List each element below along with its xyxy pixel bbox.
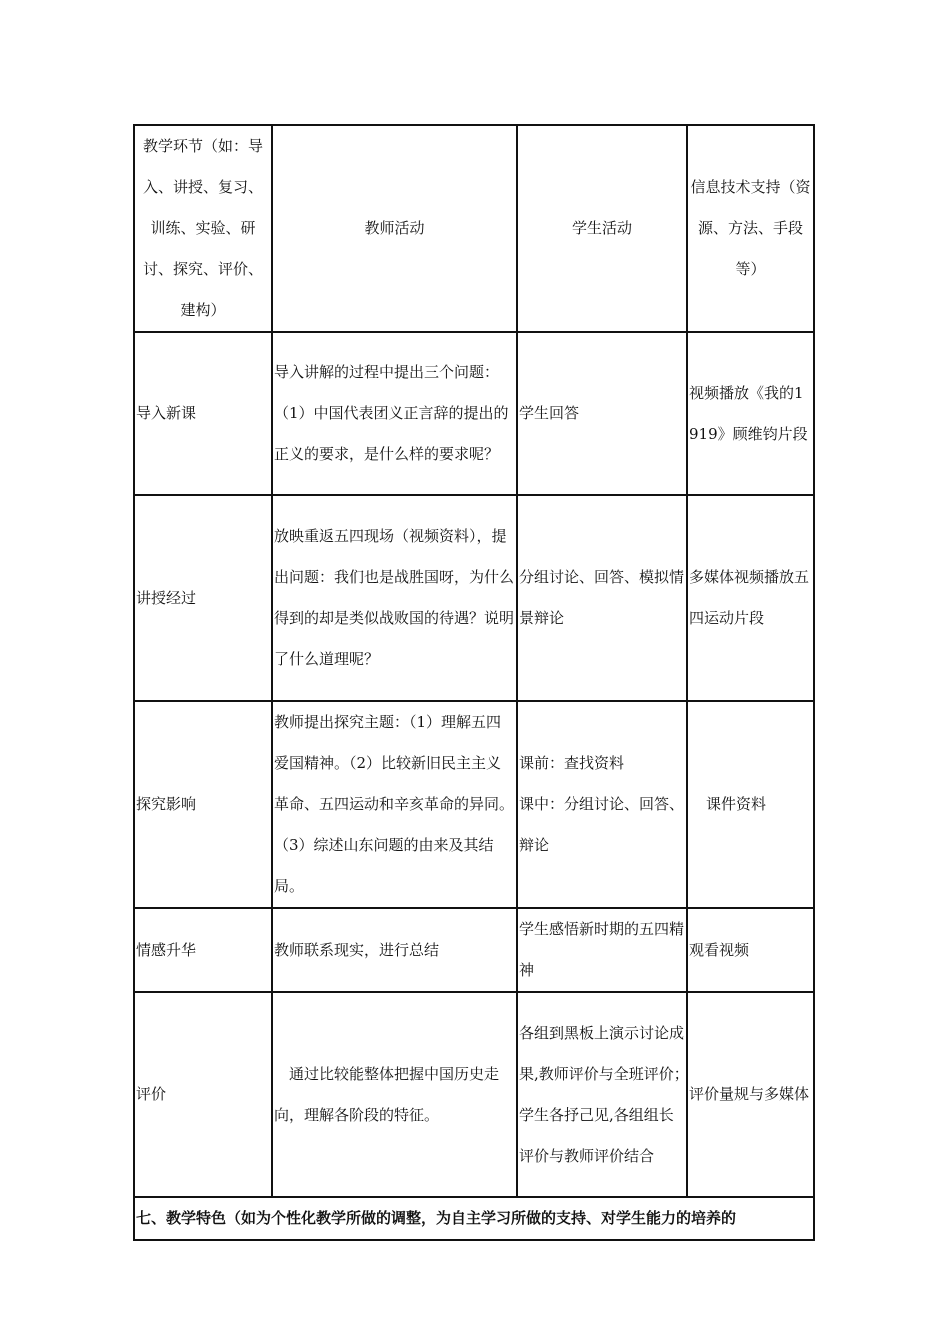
table-row (134, 495, 814, 701)
header-stage: 教学环节（如：导入、讲授、复习、训练、实验、研讨、探究、评价、建构） (134, 125, 272, 332)
teacher-activity-cell: 教师提出探究主题：（1）理解五四爱国精神。（2）比较新旧民主主义革命、五四运动和辛亥革命的异同。（3）综述山东问题的由来及其结局。 (272, 701, 517, 908)
table-row (134, 908, 814, 992)
student-activity-cell: 各组到黑板上演示讨论成果,教师评价与全班评价； 学生各抒己见,各组组长评价与教师评价结合 (517, 992, 687, 1197)
header-teacher-activity: 教师活动 (272, 125, 517, 332)
student-activity-cell: 学生回答 (517, 332, 687, 495)
section-heading: 七、教学特色（如为个性化教学所做的调整，为自主学习所做的支持、对学生能力的培养的 (134, 1197, 814, 1240)
header-student-activity: 学生活动 (517, 125, 687, 332)
teacher-activity-cell: 放映重返五四现场（视频资料），提出问题：我们也是战胜国呀，为什么得到的却是类似战败国的待遇？说明了什么道理呢？ (272, 495, 517, 701)
tech-support-cell: 视频播放《我的1919》顾维钧片段 (687, 332, 814, 495)
stage-cell: 讲授经过 (134, 495, 272, 701)
table-header-row (134, 125, 814, 332)
tech-support-cell: 多媒体视频播放五四运动片段 (687, 495, 814, 701)
teacher-activity-cell: 通过比较能整体把握中国历史走向，理解各阶段的特征。 (272, 992, 517, 1197)
student-activity-cell: 学生感悟新时期的五四精神 (517, 908, 687, 992)
lesson-plan-table (133, 124, 815, 1241)
table-row (134, 992, 814, 1197)
stage-cell: 评价 (134, 992, 272, 1197)
stage-cell: 探究影响 (134, 701, 272, 908)
table-row (134, 701, 814, 908)
stage-cell: 情感升华 (134, 908, 272, 992)
tech-support-cell: 评价量规与多媒体 (687, 992, 814, 1197)
tech-support-cell: 观看视频 (687, 908, 814, 992)
header-tech-support: 信息技术支持（资源、方法、手段等） (687, 125, 814, 332)
student-activity-cell: 课前：查找资料 课中：分组讨论、回答、辩论 (517, 701, 687, 908)
section-heading-row (134, 1197, 814, 1240)
tech-support-cell: 课件资料 (687, 701, 814, 908)
teacher-activity-cell: 教师联系现实，进行总结 (272, 908, 517, 992)
teacher-activity-cell: 导入讲解的过程中提出三个问题：（1）中国代表团义正言辞的提出的正义的要求，是什么样的要求呢？ (272, 332, 517, 495)
table-row (134, 332, 814, 495)
student-activity-cell: 分组讨论、回答、模拟情景辩论 (517, 495, 687, 701)
stage-cell: 导入新课 (134, 332, 272, 495)
